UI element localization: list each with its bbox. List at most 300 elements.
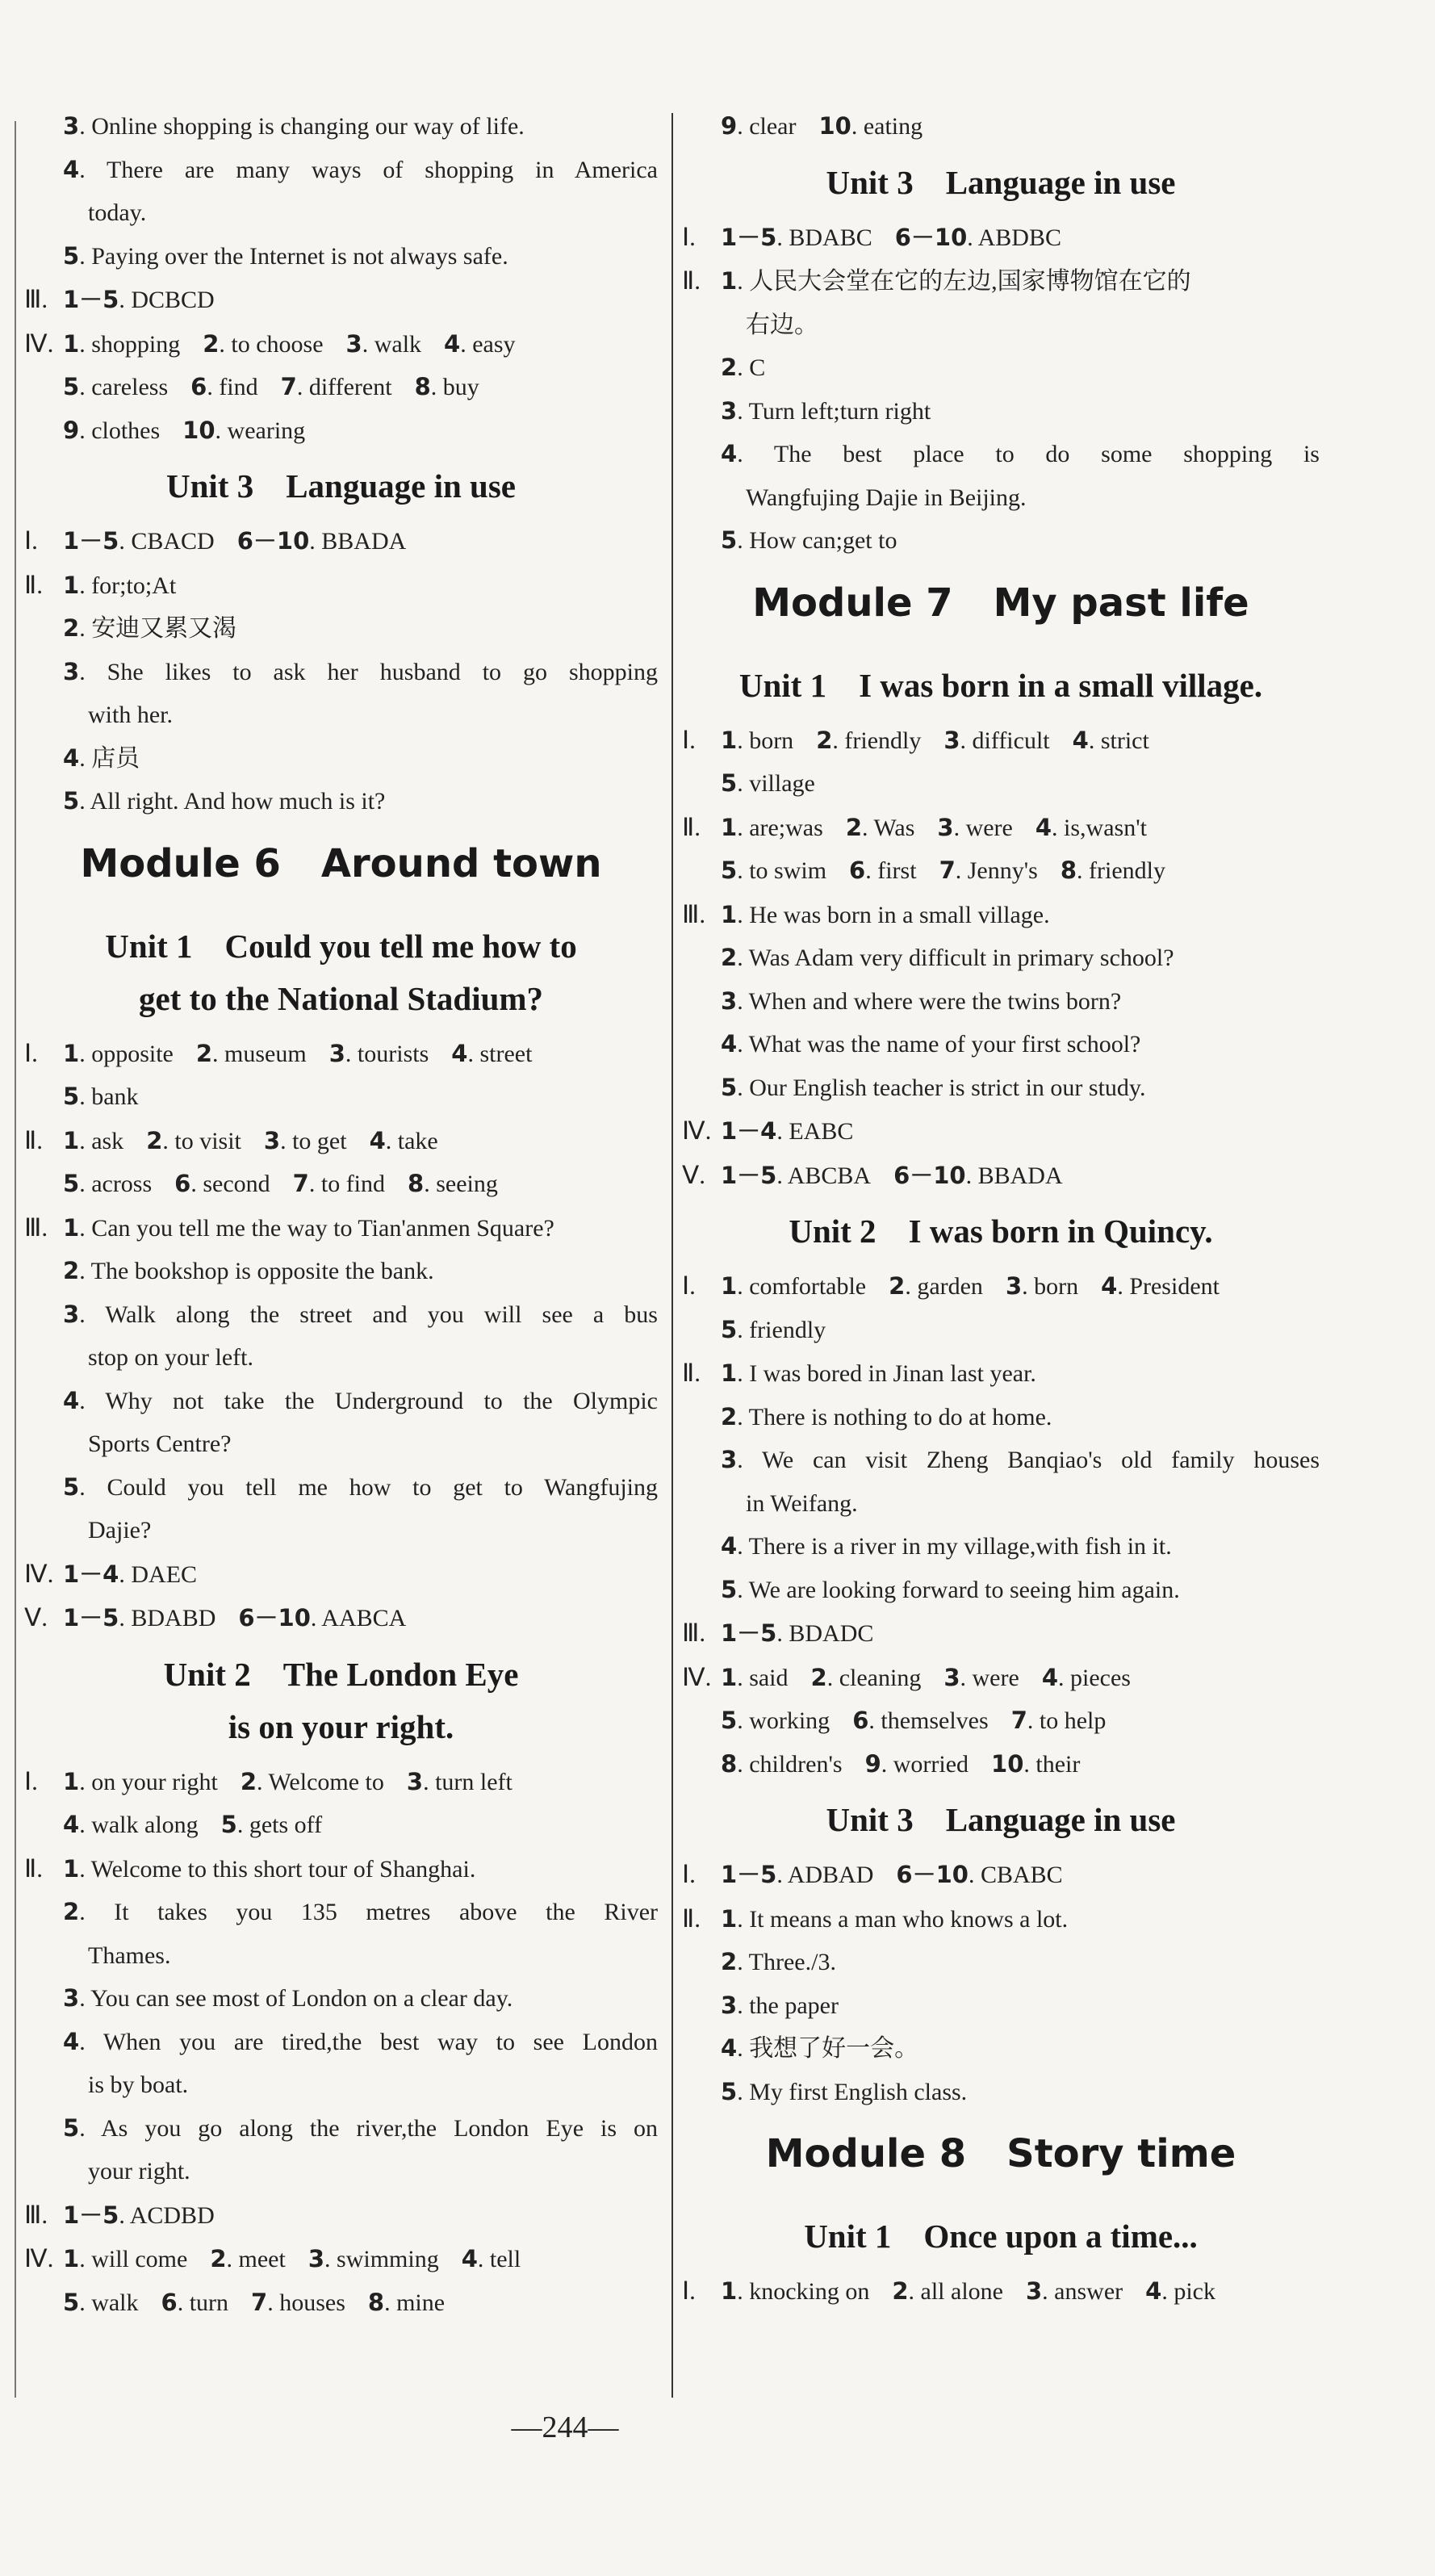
- item-number: 6: [174, 1170, 191, 1197]
- answer-text: friendly: [749, 1316, 826, 1343]
- unit-title: Language in use: [945, 163, 1176, 201]
- item-number: 1－4: [721, 1117, 777, 1145]
- answer-line: 5. across 6. second 7. to find 8. seeing: [63, 1170, 498, 1197]
- answer-text: BBADA: [321, 528, 407, 555]
- answer-text: will come: [91, 2246, 188, 2272]
- unit-title: The London Eye: [282, 1655, 519, 1693]
- unit-heading: [682, 2202, 1320, 2269]
- unit-title: Language in use: [945, 1801, 1176, 1838]
- answer-text: We can visit Zheng Banqiao's old family houses: [761, 1447, 1320, 1473]
- answer-text: garden: [917, 1273, 983, 1300]
- answer-line: Ⅳ. 1－4. DAEC: [24, 1552, 658, 1597]
- answer-line: 2. There is nothing to do at home.: [721, 1402, 1052, 1430]
- item-number: 4: [721, 440, 738, 467]
- answer-line: [682, 304, 1320, 347]
- answer-text: street: [479, 1040, 533, 1067]
- answer-text: When you are tired,the best way to see London: [102, 2028, 658, 2055]
- answer-line: 5. My first English class.: [721, 2077, 968, 2105]
- answer-text: seeing: [436, 1171, 498, 1197]
- answer-text: children's: [749, 1750, 843, 1778]
- answer-text: are;was: [749, 814, 823, 841]
- item-number: 5: [721, 769, 738, 797]
- item-number: 4: [1035, 813, 1052, 841]
- item-number: 8: [408, 1170, 425, 1197]
- answer-text: born: [749, 727, 794, 754]
- answer-line: Ⅰ. 1. comfortable 2. garden 3. born 4. President: [682, 1264, 1320, 1309]
- answer-text: ABDBC: [977, 224, 1061, 251]
- answer-text: Three./3.: [748, 1949, 836, 1975]
- item-number: 3: [943, 726, 960, 754]
- answer-line: 5. friendly: [721, 1315, 826, 1343]
- answer-text: Dajie?: [88, 1517, 152, 1544]
- section-numeral: Ⅰ.: [24, 1038, 38, 1067]
- unit-title: I was born in Quincy.: [908, 1213, 1213, 1250]
- item-number: 1: [63, 1039, 80, 1067]
- answer-text: strict: [1100, 727, 1149, 754]
- module-title: Around town: [320, 840, 602, 886]
- unit-title-cont: get to the National Stadium?: [138, 979, 544, 1017]
- answer-text: on your right: [91, 1768, 218, 1795]
- item-number: 10: [182, 416, 215, 444]
- answer-line: 5. How can;get to: [721, 526, 897, 554]
- answer-text: turn left: [435, 1768, 512, 1795]
- item-number: 10: [818, 112, 851, 140]
- item-number: 4: [1101, 1272, 1118, 1300]
- answer-text: What was the name of your first school?: [748, 1031, 1141, 1058]
- module-heading: [24, 823, 658, 912]
- answer-line: 5. Paying over the Internet is not always safe.: [63, 241, 508, 270]
- item-number: 1: [721, 1359, 738, 1387]
- item-number: 8: [414, 373, 431, 400]
- answer-line: Ⅰ. 1. knocking on 2. all alone 3. answer 4. pick: [682, 2269, 1320, 2314]
- answer-line: Ⅳ. 1. said 2. cleaning 3. were 4. pieces: [682, 1656, 1320, 1700]
- answer-text: There is nothing to do at home.: [748, 1403, 1052, 1430]
- answer-text: walk: [91, 2289, 139, 2316]
- answer-line: 3. the paper: [721, 1991, 839, 2019]
- answer-text: houses: [279, 2289, 345, 2316]
- item-number: 10: [991, 1749, 1024, 1778]
- answer-text: cleaning: [839, 1664, 922, 1691]
- unit-title: I was born in a small village.: [859, 666, 1263, 704]
- answer-text: Turn left;turn right: [748, 397, 931, 425]
- answer-line: Ⅲ. 1－5. BDADC: [682, 1611, 1320, 1656]
- answer-line: 2. Was Adam very difficult in primary school?: [721, 944, 1174, 971]
- answer-text: village: [749, 770, 815, 797]
- answer-line: [682, 1482, 1320, 1526]
- answer-text: their: [1035, 1750, 1081, 1778]
- answer-line: 2. 安迪又累又渴: [63, 614, 237, 642]
- item-number: 5: [721, 526, 738, 554]
- answer-text: pieces: [1070, 1664, 1131, 1691]
- answer-text: BDABD: [131, 1605, 216, 1631]
- item-number: 3: [1025, 2277, 1043, 2305]
- item-number: 5: [220, 1811, 237, 1838]
- item-number: 1－5: [63, 527, 119, 555]
- item-number: 2: [63, 1898, 80, 1925]
- item-number: 5: [63, 2288, 80, 2316]
- answer-text: Welcome to this short tour of Shanghai.: [90, 1855, 476, 1883]
- answer-line: [24, 2150, 658, 2193]
- item-number: 3: [1005, 1272, 1023, 1300]
- item-number: 3: [406, 1767, 424, 1795]
- answer-line: Ⅲ. 1－5. DCBCD: [24, 278, 658, 322]
- item-number: 4: [63, 155, 80, 183]
- answer-line: Ⅱ. 1. It means a man who knows a lot.: [682, 1897, 1320, 1941]
- item-number: 1－5: [721, 1161, 777, 1189]
- section-numeral: Ⅱ.: [24, 1853, 44, 1883]
- item-number: 6－10: [894, 223, 968, 251]
- section-numeral: Ⅱ.: [682, 812, 701, 841]
- answer-text: buy: [442, 374, 479, 400]
- answer-text: Paying over the Internet is not always safe.: [91, 242, 508, 270]
- item-number: 1: [63, 1767, 80, 1795]
- item-number: 2: [63, 1257, 80, 1284]
- answer-text: wearing: [227, 417, 306, 444]
- answer-line: 4. 我想了好一会。: [721, 2034, 919, 2062]
- item-number: 9: [864, 1749, 881, 1778]
- answer-text: President: [1129, 1273, 1220, 1300]
- item-number: 1: [63, 2245, 80, 2272]
- item-number: 5: [721, 1315, 738, 1343]
- answer-line: 3. Turn left;turn right: [721, 396, 931, 425]
- answer-text: working: [749, 1707, 830, 1734]
- section-numeral: Ⅳ.: [682, 1116, 712, 1145]
- answer-line: 9. clothes 10. wearing: [63, 416, 306, 444]
- section-numeral: Ⅰ.: [682, 725, 696, 754]
- item-number: 1: [63, 1126, 80, 1154]
- item-number: 6－10: [238, 1604, 311, 1631]
- answer-line: [24, 693, 658, 737]
- module-title: My past life: [993, 580, 1249, 626]
- answer-text: stop on your left.: [88, 1344, 253, 1371]
- item-number: 7: [280, 373, 297, 400]
- answer-line: 3. Walk along the street and you will see a bus: [63, 1300, 658, 1328]
- item-number: 2: [889, 1272, 906, 1300]
- unit-number: Unit 2: [163, 1655, 251, 1693]
- item-number: 1－4: [63, 1560, 119, 1588]
- answer-text: Our English teacher is strict in our study.: [749, 1074, 1146, 1101]
- answer-text: walk: [374, 330, 422, 358]
- item-number: 1: [721, 1663, 738, 1691]
- item-number: 5: [721, 1575, 738, 1603]
- answer-line: [24, 1422, 658, 1466]
- item-number: 1: [721, 1904, 738, 1933]
- answer-text: AABCA: [321, 1605, 407, 1631]
- answer-text: The bookshop is opposite the bank.: [90, 1258, 434, 1284]
- answer-text: It means a man who knows a lot.: [749, 1905, 1069, 1933]
- answer-text: is,wasn't: [1064, 814, 1147, 841]
- answer-text: answer: [1054, 2278, 1123, 2305]
- unit-number: Unit 1: [738, 666, 827, 704]
- answer-text: We are looking forward to seeing him again.: [748, 1576, 1180, 1603]
- answer-line: Ⅴ. 1－5. ABCBA 6－10. BBADA: [682, 1154, 1320, 1198]
- answer-line: Ⅰ. 1－5. BDABC 6－10. ABDBC: [682, 216, 1320, 260]
- answer-text: all alone: [920, 2278, 1003, 2305]
- section-numeral: Ⅱ.: [24, 570, 44, 599]
- unit-heading: [682, 1197, 1320, 1264]
- answer-text: BDABC: [789, 224, 872, 251]
- answer-text: pick: [1174, 2278, 1215, 2305]
- answer-text: 安迪又累又渴: [91, 615, 237, 642]
- answer-line: 4. walk along 5. gets off: [63, 1811, 323, 1838]
- answer-text: opposite: [91, 1040, 174, 1067]
- item-number: 1: [63, 571, 80, 599]
- answer-text: How can;get to: [749, 527, 897, 554]
- answer-text: C: [749, 354, 766, 381]
- item-number: 4: [1072, 726, 1089, 754]
- answer-line: 5. village: [721, 769, 815, 797]
- answer-line: 2. Three./3.: [721, 1948, 836, 1975]
- column-divider: [671, 113, 673, 2398]
- answer-line: [24, 1336, 658, 1380]
- item-number: 2: [240, 1767, 257, 1795]
- item-number: 2: [845, 813, 862, 841]
- answer-text: friendly: [844, 727, 922, 754]
- item-number: 5: [721, 1707, 738, 1734]
- unit-title: Language in use: [286, 467, 517, 505]
- answer-text: Was: [873, 814, 915, 841]
- section-numeral: Ⅰ.: [682, 1271, 696, 1300]
- item-number: 1－5: [721, 1619, 777, 1647]
- answer-text: themselves: [881, 1707, 989, 1734]
- answer-line: Ⅱ. 1. are;was 2. Was 3. were 4. is,wasn't: [682, 806, 1320, 850]
- answer-text: clothes: [91, 417, 161, 444]
- item-number: 6－10: [896, 1861, 969, 1888]
- item-number: 5: [63, 1472, 80, 1501]
- item-number: 1－5: [721, 1861, 777, 1888]
- item-number: 2: [203, 329, 220, 358]
- answer-text: first: [877, 857, 917, 884]
- unit-heading: [24, 452, 658, 519]
- answer-text: You can see most of London on a clear day.: [90, 1985, 513, 2012]
- answer-text: CBACD: [131, 528, 215, 555]
- item-number: 5: [63, 241, 80, 270]
- item-number: 8: [367, 2288, 385, 2316]
- answer-line: 2. The bookshop is opposite the bank.: [63, 1257, 434, 1284]
- item-number: 2: [721, 944, 738, 971]
- answer-text: All right. And how much is it?: [90, 788, 386, 815]
- answer-line: [24, 1509, 658, 1552]
- unit-title: Could you tell me how to: [224, 927, 577, 965]
- answer-text: worried: [893, 1750, 969, 1778]
- answer-line: [24, 191, 658, 235]
- answer-line: Ⅰ. 1. born 2. friendly 3. difficult 4. strict: [682, 718, 1320, 763]
- item-number: 1: [63, 1854, 80, 1883]
- item-number: 5: [63, 1170, 80, 1197]
- item-number: 1: [721, 726, 738, 754]
- section-numeral: Ⅱ.: [682, 1904, 701, 1933]
- left-margin-rule: [15, 121, 16, 2398]
- section-numeral: Ⅱ.: [682, 266, 701, 295]
- unit-number: Unit 1: [105, 927, 193, 965]
- answer-text: difficult: [972, 727, 1050, 754]
- answer-text: easy: [472, 330, 516, 358]
- item-number: 2: [146, 1126, 163, 1154]
- answer-line: 5. careless 6. find 7. different 8. buy: [63, 373, 479, 400]
- answer-text: 我想了好一会。: [749, 2035, 919, 2062]
- answer-line: Ⅱ. 1. I was bored in Jinan last year.: [682, 1351, 1320, 1396]
- answer-text: shopping: [91, 330, 181, 358]
- answer-text: Can you tell me the way to Tian'anmen Square?: [91, 1214, 554, 1242]
- item-number: 6: [849, 857, 866, 884]
- item-number: 2: [721, 1948, 738, 1975]
- answer-line: 3. Online shopping is changing our way of life.: [63, 112, 525, 140]
- item-number: 2: [816, 726, 833, 754]
- answer-text: knocking on: [749, 2278, 870, 2305]
- answer-text: DAEC: [131, 1560, 198, 1588]
- item-number: 4: [451, 1039, 468, 1067]
- answer-line: Ⅳ. 1. shopping 2. to choose 3. walk 4. easy: [24, 322, 658, 367]
- answer-text: Online shopping is changing our way of life.: [91, 113, 525, 140]
- answer-text: your right.: [88, 2158, 190, 2184]
- item-number: 2: [721, 354, 738, 381]
- answer-text: to find: [320, 1171, 386, 1197]
- section-numeral: Ⅰ.: [24, 526, 38, 555]
- answer-text: eating: [863, 113, 923, 140]
- answer-line: [682, 476, 1320, 520]
- answer-text: to swim: [749, 857, 827, 884]
- answer-text: across: [91, 1171, 153, 1197]
- answer-text: find: [219, 374, 258, 400]
- item-number: 1－5: [63, 1604, 119, 1631]
- answer-line: 4. What was the name of your first school?: [721, 1030, 1141, 1058]
- item-number: 8: [721, 1749, 738, 1778]
- answer-text: ADBAD: [787, 1862, 874, 1888]
- answer-line: 3. When and where were the twins born?: [721, 986, 1122, 1015]
- answer-text: There is a river in my village,with fish in it.: [748, 1533, 1172, 1560]
- item-number: 3: [721, 1991, 738, 2019]
- answer-text: Thames.: [88, 1941, 171, 1969]
- unit-title: Once upon a time...: [923, 2218, 1198, 2255]
- item-number: 5: [721, 2077, 738, 2105]
- answer-line: 2. C: [721, 354, 766, 381]
- answer-line: 4. The best place to do some shopping is: [721, 440, 1320, 467]
- answer-line: Ⅱ. 1. for;to;At: [24, 563, 658, 608]
- item-number: 4: [63, 2027, 80, 2055]
- section-numeral: Ⅰ.: [24, 1766, 38, 1795]
- item-number: 3: [63, 657, 80, 685]
- item-number: 4: [721, 1532, 738, 1560]
- item-number: 3: [345, 329, 362, 358]
- item-number: 4: [63, 1811, 80, 1838]
- answer-text: swimming: [337, 2246, 439, 2272]
- item-number: 3: [63, 1984, 80, 2012]
- item-number: 4: [63, 743, 80, 772]
- answer-text: CBABC: [980, 1862, 1063, 1888]
- answer-text: When and where were the twins born?: [748, 987, 1122, 1015]
- answer-line: 4. When you are tired,the best way to see London: [63, 2027, 658, 2055]
- answer-text: DCBCD: [131, 287, 215, 313]
- section-numeral: Ⅴ.: [682, 1160, 705, 1189]
- answer-text: The best place to do some shopping is: [773, 441, 1320, 467]
- module-number: Module 8: [765, 2131, 967, 2176]
- answer-text: Walk along the street and you will see a bus: [105, 1301, 658, 1328]
- item-number: 3: [721, 396, 738, 425]
- unit-heading: [682, 1786, 1320, 1853]
- answer-text: Wangfujing Dajie in Beijing.: [746, 484, 1027, 511]
- answer-text: My first English class.: [749, 2078, 968, 2105]
- answer-text: with her.: [88, 702, 173, 728]
- answer-text: walk along: [91, 1812, 199, 1838]
- section-numeral: Ⅰ.: [682, 2277, 696, 2305]
- item-number: 3: [328, 1039, 345, 1067]
- answer-text: is by boat.: [88, 2071, 189, 2098]
- answer-column-right: [682, 105, 1320, 2314]
- item-number: 5: [721, 857, 738, 884]
- unit-number: Unit 3: [165, 467, 254, 505]
- answer-line: 9. clear 10. eating: [721, 112, 923, 140]
- answer-line: Ⅰ. 1. on your right 2. Welcome to 3. turn left: [24, 1760, 658, 1804]
- item-number: 3: [937, 813, 954, 841]
- section-numeral: Ⅰ.: [682, 222, 696, 251]
- section-numeral: Ⅳ.: [24, 329, 54, 358]
- answer-text: ACDBD: [129, 2201, 215, 2229]
- answer-text: to choose: [231, 330, 324, 358]
- item-number: 6－10: [236, 527, 310, 555]
- answer-line: Ⅰ. 1－5. CBACD 6－10. BBADA: [24, 519, 658, 563]
- answer-text: different: [308, 374, 392, 400]
- answer-text: As you go along the river,the London Eye is on: [101, 2114, 658, 2142]
- item-number: 5: [721, 1073, 738, 1101]
- answer-line: 5. As you go along the river,the London Eye is on: [63, 2113, 658, 2142]
- item-number: 4: [461, 2245, 478, 2272]
- item-number: 4: [721, 2034, 738, 2062]
- item-number: 4: [63, 1386, 80, 1414]
- module-title: Story time: [1006, 2131, 1236, 2176]
- item-number: 1: [721, 2277, 738, 2305]
- section-numeral: Ⅴ.: [24, 1603, 48, 1631]
- item-number: 4: [444, 329, 461, 358]
- answer-text: to help: [1039, 1707, 1107, 1734]
- answer-text: for;to;At: [91, 572, 177, 599]
- answer-text: born: [1034, 1273, 1079, 1300]
- item-number: 1: [721, 900, 738, 928]
- answer-line: 4. 店员: [63, 743, 140, 772]
- item-number: 3: [63, 112, 80, 140]
- item-number: 3: [263, 1126, 281, 1154]
- section-numeral: Ⅱ.: [682, 1359, 701, 1387]
- answer-text: in Weifang.: [746, 1489, 858, 1517]
- answer-line: Ⅳ. 1－4. EABC: [682, 1109, 1320, 1154]
- item-number: 1: [721, 1272, 738, 1300]
- answer-line: 2. It takes you 135 metres above the River: [63, 1898, 658, 1925]
- answer-text: clear: [749, 113, 797, 140]
- answer-line: 5. We are looking forward to seeing him again.: [721, 1575, 1180, 1603]
- item-number: 2: [63, 614, 80, 642]
- answer-line: 5. bank: [63, 1083, 139, 1110]
- item-number: 2: [195, 1039, 213, 1067]
- answer-text: 人民大会堂在它的左边,国家博物馆在它的: [749, 268, 1191, 295]
- item-number: 6: [852, 1707, 869, 1734]
- item-number: 1－5: [63, 286, 119, 313]
- item-number: 3: [721, 986, 738, 1015]
- answer-line: Ⅰ. 1－5. ADBAD 6－10. CBABC: [682, 1853, 1320, 1897]
- answer-line: Ⅳ. 1. will come 2. meet 3. swimming 4. tell: [24, 2237, 658, 2281]
- answer-text: Was Adam very difficult in primary school?: [748, 945, 1174, 971]
- unit-number: Unit 3: [826, 1801, 914, 1838]
- item-number: 1: [63, 329, 80, 358]
- section-numeral: Ⅲ.: [24, 285, 48, 313]
- answer-line: Ⅰ. 1. opposite 2. museum 3. tourists 4. street: [24, 1032, 658, 1076]
- unit-heading: [24, 912, 658, 1032]
- module-number: Module 7: [752, 580, 953, 626]
- unit-heading: [682, 149, 1320, 216]
- item-number: 7: [1010, 1707, 1027, 1734]
- answer-text: were: [972, 1664, 1019, 1691]
- answer-text: to get: [292, 1127, 347, 1154]
- item-number: 1: [721, 267, 738, 295]
- answer-text: to visit: [174, 1127, 241, 1154]
